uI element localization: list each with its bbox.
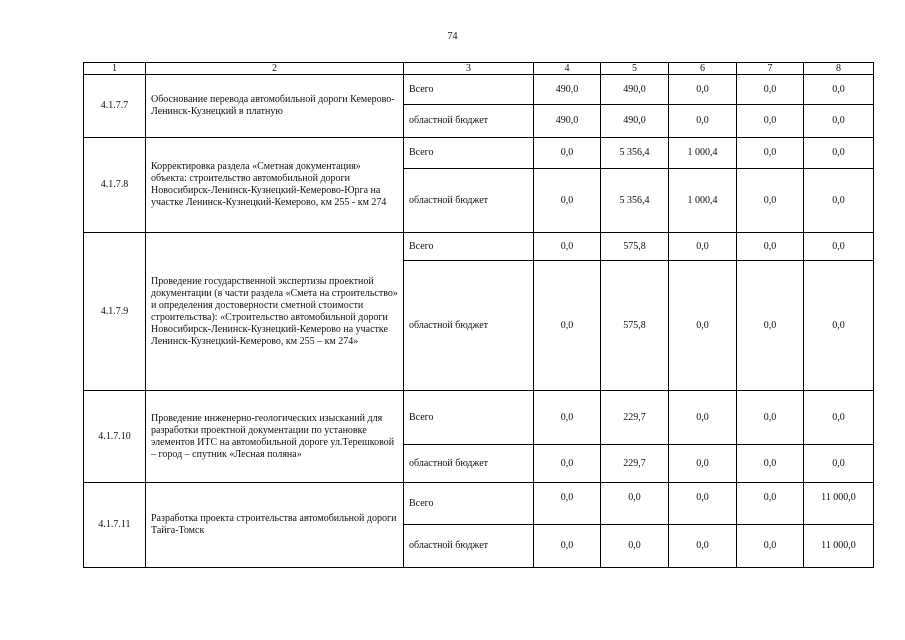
funding-source: Всего [404, 391, 534, 445]
funding-source: областной бюджет [404, 525, 534, 568]
value-cell: 0,0 [737, 391, 804, 445]
program-budget-table [83, 62, 874, 568]
item-name: Проведение инженерно-геологических изысканий для разработки проектной документации по установке элементов ИТС на автомобильной дороге ул.Терешковой – город – спутник «Лесная поляна» [146, 391, 404, 483]
item-code: 4.1.7.10 [84, 391, 146, 483]
value-cell: 1 000,4 [669, 169, 737, 233]
value-cell: 1 000,4 [669, 138, 737, 169]
item-name: Разработка проекта строительства автомобильной дороги Тайга-Томск [146, 483, 404, 568]
value-cell: 0,0 [804, 138, 874, 169]
column-header: 5 [601, 63, 669, 75]
item-code: 4.1.7.11 [84, 483, 146, 568]
table-row [84, 391, 874, 445]
value-cell [534, 483, 601, 525]
value-cell: 0,0 [534, 233, 601, 261]
item-code: 4.1.7.8 [84, 138, 146, 233]
value-text: 11 000,0 [821, 492, 856, 503]
item-name: Обоснование перевода автомобильной дороги Кемерово-Ленинск-Кузнецкий в платную [146, 75, 404, 138]
funding-source: областной бюджет [404, 261, 534, 391]
value-cell: 0,0 [534, 445, 601, 483]
funding-source: Всего [404, 75, 534, 105]
value-cell: 0,0 [737, 105, 804, 138]
value-cell: 229,7 [601, 445, 669, 483]
value-cell: 0,0 [804, 233, 874, 261]
value-cell: 0,0 [737, 169, 804, 233]
value-cell: 0,0 [804, 169, 874, 233]
value-cell: 5 356,4 [601, 169, 669, 233]
value-cell: 490,0 [601, 75, 669, 105]
value-cell: 0,0 [669, 525, 737, 568]
column-header: 8 [804, 63, 874, 75]
value-cell: 0,0 [534, 525, 601, 568]
value-cell: 0,0 [669, 75, 737, 105]
value-cell: 0,0 [737, 233, 804, 261]
table-row [84, 233, 874, 261]
column-header: 1 [84, 63, 146, 75]
value-cell: 0,0 [804, 105, 874, 138]
column-header: 4 [534, 63, 601, 75]
funding-source: Всего [404, 483, 534, 525]
value-cell: 0,0 [534, 169, 601, 233]
value-cell: 575,8 [601, 261, 669, 391]
value-cell: 575,8 [601, 233, 669, 261]
value-cell: 490,0 [534, 75, 601, 105]
value-cell: 5 356,4 [601, 138, 669, 169]
table-row [84, 75, 874, 105]
funding-source: областной бюджет [404, 169, 534, 233]
page-number: 74 [447, 31, 458, 42]
item-name: Проведение государственной экспертизы проектной документации (в части раздела «Смета на строительство» и определения достоверности сметной стоимости строительства): «Строительство автомобильной дороги Новосибирск-Ленинск-Кузнецкий-Кемерово на участке Ленинск-Кузнецкий-Кемерово, км 255 – км 274» [146, 233, 404, 391]
value-cell: 0,0 [804, 261, 874, 391]
value-text: 0,0 [628, 492, 641, 503]
value-cell [601, 483, 669, 525]
value-text: 0,0 [763, 492, 777, 503]
funding-source: областной бюджет [404, 105, 534, 138]
column-number-row [84, 63, 874, 75]
value-cell: 0,0 [804, 445, 874, 483]
value-cell: 0,0 [669, 261, 737, 391]
value-cell: 0,0 [669, 105, 737, 138]
value-cell: 0,0 [534, 261, 601, 391]
value-cell: 0,0 [737, 138, 804, 169]
value-cell [804, 483, 874, 525]
value-cell: 0,0 [534, 138, 601, 169]
column-header: 6 [669, 63, 737, 75]
table-row [84, 138, 874, 169]
value-cell: 0,0 [669, 391, 737, 445]
value-text: 0,0 [696, 492, 709, 503]
value-text: 0,0 [560, 492, 574, 503]
value-cell: 0,0 [601, 525, 669, 568]
value-cell: 0,0 [534, 391, 601, 445]
value-cell: 11 000,0 [804, 525, 874, 568]
funding-source: Всего [404, 233, 534, 261]
value-cell: 0,0 [669, 233, 737, 261]
value-cell [737, 483, 804, 525]
column-header: 3 [404, 63, 534, 75]
value-cell: 0,0 [737, 261, 804, 391]
column-header: 7 [737, 63, 804, 75]
item-code: 4.1.7.7 [84, 75, 146, 138]
value-cell: 0,0 [737, 445, 804, 483]
value-cell: 0,0 [669, 445, 737, 483]
item-name: Корректировка раздела «Сметная документация» объекта: строительство автомобильной дороги Новосибирск-Ленинск-Кузнецкий-Кемерово-Юрга на участке Ленинск-Кузнецкий-Кемерово, км 255 - км 274 [146, 138, 404, 233]
item-code: 4.1.7.9 [84, 233, 146, 391]
column-header: 2 [146, 63, 404, 75]
value-cell: 0,0 [804, 75, 874, 105]
value-cell: 0,0 [737, 525, 804, 568]
value-cell: 0,0 [804, 391, 874, 445]
value-cell: 0,0 [737, 75, 804, 105]
funding-source: Всего [404, 138, 534, 169]
value-cell: 490,0 [601, 105, 669, 138]
value-cell: 490,0 [534, 105, 601, 138]
table-row [84, 483, 874, 525]
funding-source: областной бюджет [404, 445, 534, 483]
value-cell: 229,7 [601, 391, 669, 445]
value-cell [669, 483, 737, 525]
